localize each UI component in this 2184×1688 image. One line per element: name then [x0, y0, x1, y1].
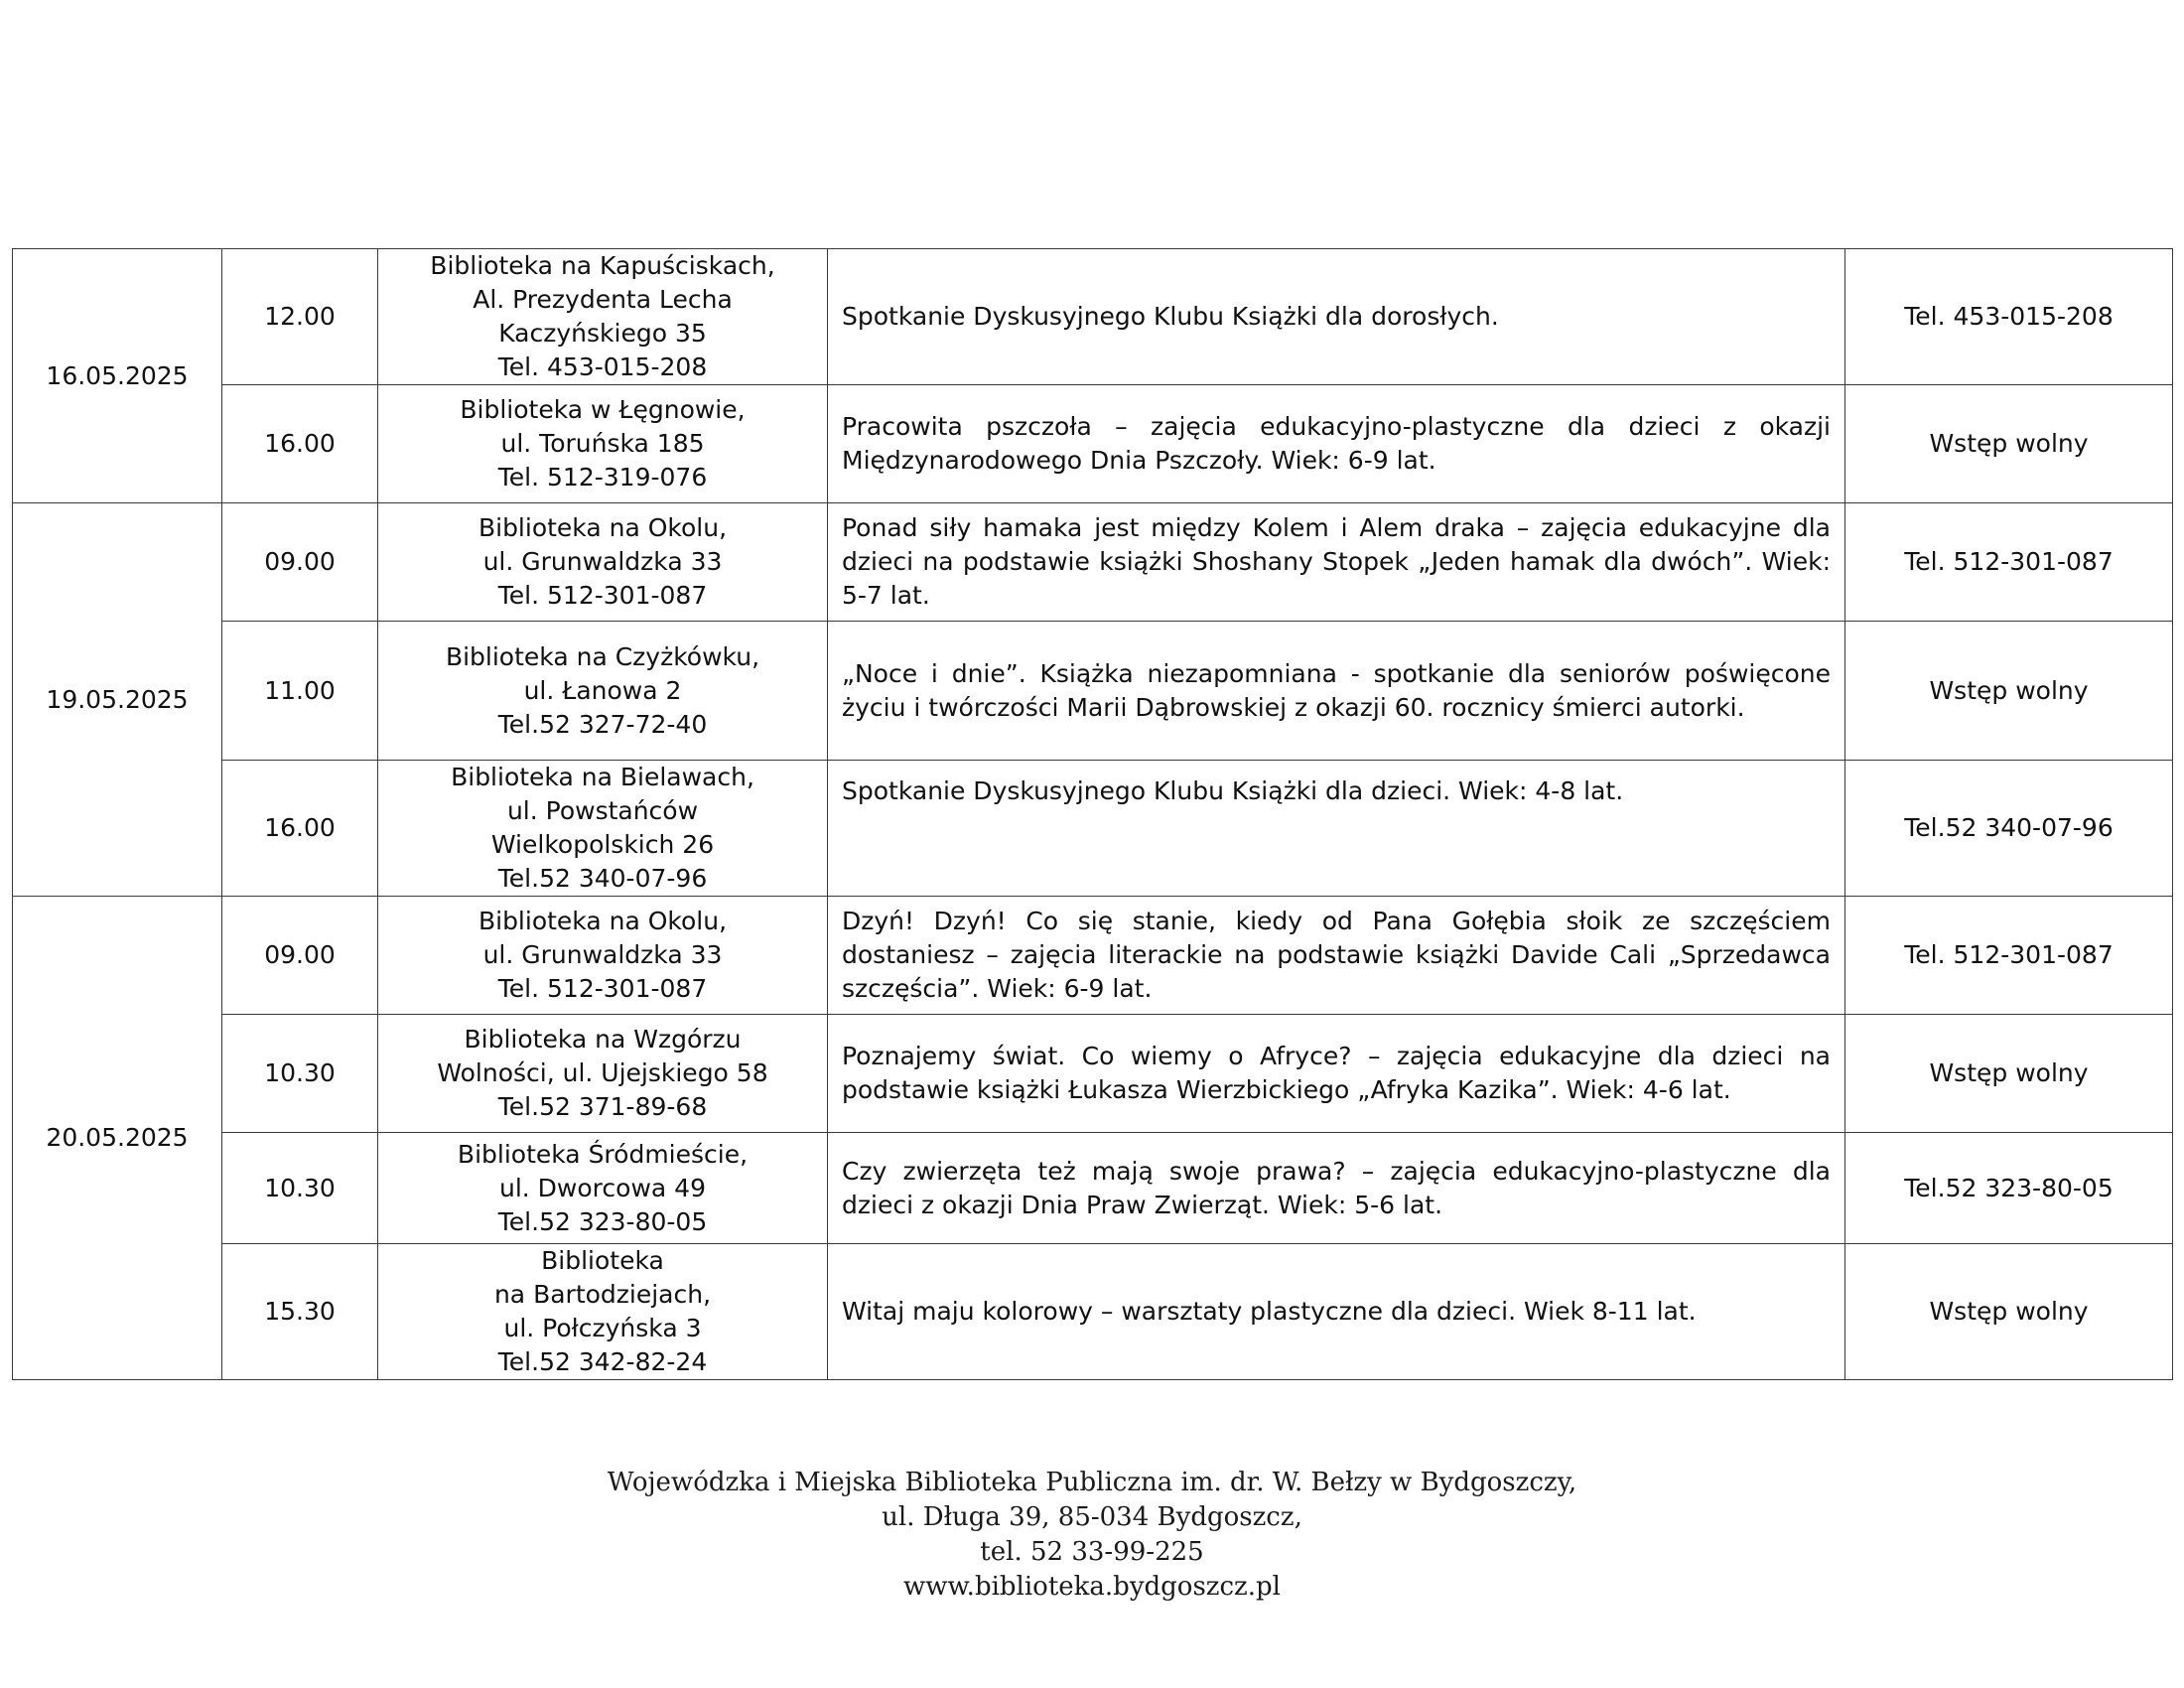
library-footer	[0, 1466, 2184, 1605]
location-line: Biblioteka na Okolu,	[478, 513, 728, 542]
footer-address: ul. Długa 39, 85-034 Bydgoszcz,	[882, 1502, 1302, 1532]
location-line: ul. Łanowa 2	[523, 675, 682, 705]
event-time: 12.00	[222, 249, 378, 385]
event-description: Czy zwierzęta też mają swoje prawa? – zajęcia edukacyjno-plastyczne dla dzieci z okazji Dnia Praw Zwierząt. Wiek: 5-6 lat.	[828, 1133, 1845, 1244]
location-line: ul. Dworcowa 49	[499, 1173, 706, 1202]
location-line: Tel. 512-301-087	[497, 974, 708, 1003]
location-line: Tel. 512-301-087	[497, 581, 708, 610]
location-line: ul. Grunwaldzka 33	[482, 547, 723, 576]
table-row	[13, 761, 2173, 897]
location-line: Tel.52 327-72-40	[497, 709, 708, 739]
event-contact: Wstęp wolny	[1845, 1244, 2173, 1380]
event-location	[378, 1244, 828, 1380]
event-time: 15.30	[222, 1244, 378, 1380]
event-description: Dzyń! Dzyń! Co się stanie, kiedy od Pana Gołębia słoik ze szczęściem dostaniesz – zajęcia literackie na podstawie książki Davide Cali „Sprzedawca szczęścia”. Wiek: 6-9 lat.	[828, 897, 1845, 1015]
table-row	[13, 1015, 2173, 1133]
event-location	[378, 503, 828, 622]
event-contact: Tel. 512-301-087	[1845, 503, 2173, 622]
location-line: Biblioteka	[541, 1246, 664, 1275]
location-line: Biblioteka w Łęgnowie,	[460, 395, 746, 424]
location-line: ul. Grunwaldzka 33	[482, 940, 723, 969]
event-date: 19.05.2025	[13, 503, 222, 897]
event-contact: Wstęp wolny	[1845, 385, 2173, 503]
event-contact: Tel. 453-015-208	[1845, 249, 2173, 385]
table-row	[13, 622, 2173, 761]
location-line: ul. Powstańców	[506, 796, 699, 825]
event-time: 09.00	[222, 897, 378, 1015]
event-description: Ponad siły hamaka jest między Kolem i Alem draka – zajęcia edukacyjne dla dzieci na podstawie książki Shoshany Stopek „Jeden hamak dla dwóch”. Wiek: 5-7 lat.	[828, 503, 1845, 622]
location-line: ul. Połczyńska 3	[503, 1314, 702, 1342]
location-line: Kaczyńskiego 35	[498, 319, 707, 348]
event-contact: Wstęp wolny	[1845, 1015, 2173, 1133]
event-time: 16.00	[222, 761, 378, 897]
table-row	[13, 1133, 2173, 1244]
event-description: Spotkanie Dyskusyjnego Klubu Książki dla dorosłych.	[828, 249, 1845, 385]
event-description: Spotkanie Dyskusyjnego Klubu Książki dla dzieci. Wiek: 4-8 lat.	[828, 761, 1845, 897]
event-time: 11.00	[222, 622, 378, 761]
footer-website[interactable]: www.biblioteka.bydgoszcz.pl	[903, 1572, 1281, 1602]
location-line: Tel.52 342-82-24	[497, 1347, 708, 1376]
event-location	[378, 249, 828, 385]
table-row	[13, 897, 2173, 1015]
event-contact: Tel.52 323-80-05	[1845, 1133, 2173, 1244]
location-line: na Bartodziejach,	[493, 1280, 712, 1309]
event-location	[378, 385, 828, 503]
location-line: Biblioteka na Wzgórzu	[464, 1025, 742, 1054]
event-contact: Wstęp wolny	[1845, 622, 2173, 761]
events-schedule-table	[12, 248, 2173, 1380]
event-location	[378, 761, 828, 897]
table-row	[13, 1244, 2173, 1380]
event-time: 10.30	[222, 1015, 378, 1133]
event-location	[378, 897, 828, 1015]
location-line: Tel.52 340-07-96	[497, 864, 708, 893]
event-time: 09.00	[222, 503, 378, 622]
event-location	[378, 622, 828, 761]
location-line: Wielkopolskich 26	[490, 830, 715, 859]
location-line: Biblioteka Śródmieście,	[457, 1139, 749, 1169]
location-line: Wolności, ul. Ujejskiego 58	[437, 1058, 768, 1087]
event-description: Pracowita pszczoła – zajęcia edukacyjno-plastyczne dla dzieci z okazji Międzynarodowego Dnia Pszczoły. Wiek: 6-9 lat.	[828, 385, 1845, 503]
event-time: 16.00	[222, 385, 378, 503]
table-row	[13, 503, 2173, 622]
event-contact: Tel.52 340-07-96	[1845, 761, 2173, 897]
footer-library-name: Wojewódzka i Miejska Biblioteka Publiczna im. dr. W. Bełzy w Bydgoszczy,	[607, 1468, 1577, 1497]
location-line: Biblioteka na Okolu,	[478, 907, 728, 935]
location-line: Biblioteka na Czyżkówku,	[445, 641, 760, 671]
location-line: Tel.52 371-89-68	[497, 1092, 708, 1121]
event-description: Witaj maju kolorowy – warsztaty plastyczne dla dzieci. Wiek 8-11 lat.	[828, 1244, 1845, 1380]
event-date: 20.05.2025	[13, 897, 222, 1380]
location-line: Tel. 453-015-208	[497, 352, 708, 381]
location-line: Tel.52 323-80-05	[497, 1206, 708, 1236]
location-line: Al. Prezydenta Lecha	[473, 285, 733, 314]
event-contact: Tel. 512-301-087	[1845, 897, 2173, 1015]
event-location	[378, 1133, 828, 1244]
location-line: Biblioteka na Bielawach,	[451, 763, 754, 791]
event-time: 10.30	[222, 1133, 378, 1244]
event-date: 16.05.2025	[13, 249, 222, 503]
location-line: Tel. 512-319-076	[497, 463, 708, 492]
table-row	[13, 385, 2173, 503]
location-line: Biblioteka na Kapuściskach,	[430, 251, 775, 280]
event-description: „Noce i dnie”. Książka niezapomniana - spotkanie dla seniorów poświęcone życiu i twórczości Marii Dąbrowskiej z okazji 60. rocznicy śmierci autorki.	[828, 622, 1845, 761]
event-description: Poznajemy świat. Co wiemy o Afryce? – zajęcia edukacyjne dla dzieci na podstawie książki Łukasza Wierzbickiego „Afryka Kazika”. Wiek: 4-6 lat.	[828, 1015, 1845, 1133]
event-location	[378, 1015, 828, 1133]
location-line: ul. Toruńska 185	[500, 429, 705, 458]
footer-phone: tel. 52 33-99-225	[980, 1537, 1204, 1567]
table-row	[13, 249, 2173, 385]
